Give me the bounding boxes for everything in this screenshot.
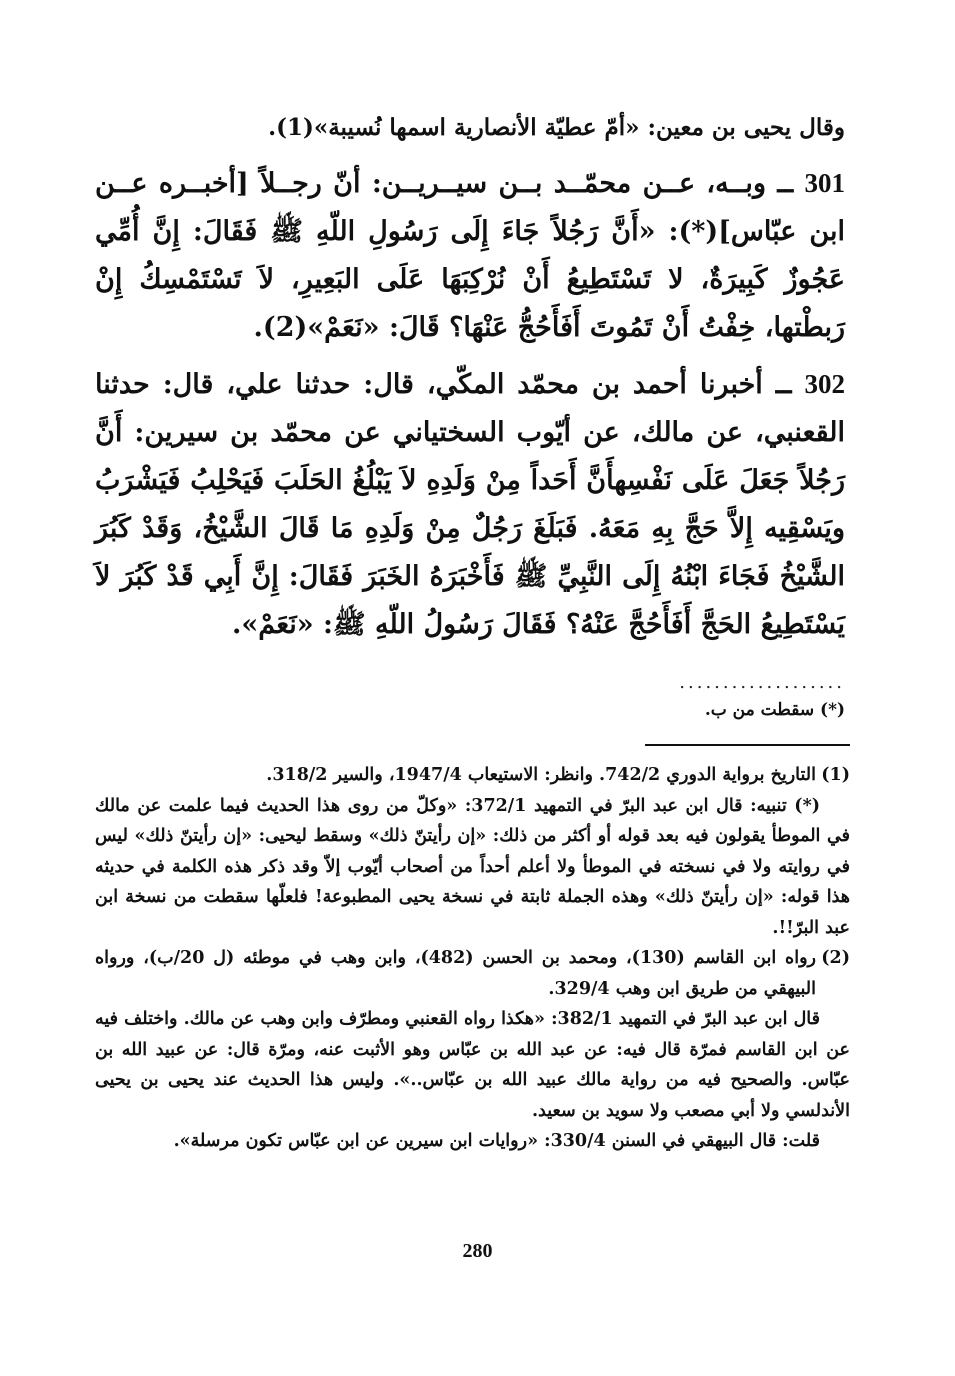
hadith-number-301: 301: [804, 168, 845, 198]
footnotes: [95, 760, 850, 1157]
opening-line: وقال يحيى بن معين: «أمّ عطيّة الأنصارية اسمها نُسيبة»(1).: [268, 114, 845, 141]
hadith-301-text: ــ وبــه، عــن محمّــد بــن سيــريــن: أنّ رجــلاً [أخبــره عــن ابن عبّاس](*): «أَنَّ رَجُلاً جَاءَ إِلَى رَسُولِ اللّهِ ﷺ فَقَالَ: إِنَّ أُمِّي عَجُوزٌ كَبِيرَةٌ، لا تَسْتَطِيعُ أَنْ نُرْكِبَهَا عَلَى البَعِيرِ، لاَ تَسْتَمْسِكُ إِنْ رَبطْتها، خِفْتُ أَنْ تَمُوتَ أَفَأَحُجُّ عَنْهَا؟ قَالَ: «نَعَمْ»(2).: [95, 168, 845, 343]
hadith-number-302: 302: [804, 369, 845, 399]
dotted-separator: ...................: [679, 672, 845, 693]
ibn-abd-al-barr-note: قال ابن عبد البرّ في التمهيد 382/1: «هكذا رواه القعنبي ومطرّف وابن وهب عن مالك. واختلف فيه عن ابن القاسم فمرّة قال فيه: عن عبد الله بن عبّاس وهو الأثبت عنه، ومرّة قال: عن عبيد الله بن عبّاس. والصحيح فيه من رواية مالك عبيد الله بن عبّاس..». وليس هذا الحديث عند يحيى بن يحيى الأندلسي ولا أبي مصعب ولا سويد بن سعيد.: [95, 1009, 850, 1121]
footnote-1-number: (1): [821, 765, 850, 785]
tanbih-note: (*) تنبيه: قال ابن عبد البرّ في التمهيد 372/1: «وكلّ من روى هذا الحديث فيما علمت عن مالك في الموطأ يقولون فيه بعد قوله أو أكثر من ذلك: «إن رأيتنّ ذلك» وسقط ليحيى: «إن رأيتنّ ذلك» ليس في روايته ولا في نسخته في الموطأ ولا أعلم أحداً من أصحاب أيّوب إلاّ وقد ذكر هذه الكلمة في حديثه هذا قوله: «إن رأيتنّ ذلك» وهذه الجملة ثابتة في نسخة يحيى المطبوعة! فلعلّها سقطت من نسخة ابن عبد البرّ!!.: [95, 795, 850, 938]
page-number: 280: [462, 1240, 493, 1262]
hadith-302: [95, 360, 845, 649]
footnote-1: [95, 760, 850, 791]
main-text: [95, 105, 845, 649]
star-note: (*) سقطت من ب.: [704, 700, 845, 720]
footnote-2-text: رواه ابن القاسم (130)، ومحمد بن الحسن (482)، وابن وهب في موطئه (ل 20/ب)، ورواه البيهقي من طريق ابن وهب 329/4.: [95, 948, 816, 999]
hadith-302-text: ــ أخبرنا أحمد بن محمّد المكّي، قال: حدثنا علي، قال: حدثنا القعنبي، عن مالك، عن أيّوب السختياني عن محمّد بن سيرين: أَنَّ رَجُلاً جَعَلَ عَلَى نَفْسِهأَنَّ أَحَداً مِنْ وَلَدِهِ لاَ يَبْلُغُ الحَلَبَ فَيَحْلِبُ فَيَشْرَبُ ويَسْقِيه إِلاَّ حَجَّ بِهِ مَعَهُ. فَبَلَغَ رَجُلٌ مِنْ وَلَدِهِ مَا قَالَ الشَّيْخُ، وَقَدْ كَبُرَ الشَّيْخُ فَجَاءَ ابْنُهُ إِلَى النَّبِيِّ ﷺ فَأَخْبَرَهُ الخَبَرَ فَقَالَ: إِنَّ أَبِي قَدْ كَبُرَ لاَ يَسْتَطِيعُ الحَجَّ أَفَأَحُجَّ عَنْهُ؟ فَقَالَ رَسُولُ اللّهِ ﷺ: «نَعَمْ».: [95, 369, 845, 640]
qultu-note: قلت: قال البيهقي في السنن 330/4: «روايات ابن سيرين عن ابن عبّاس تكون مرسلة».: [173, 1131, 820, 1151]
footnote-rule: [645, 744, 850, 746]
hadith-301: [95, 159, 845, 352]
footnote-1-text: التاريخ برواية الدوري 742/2. وانظر: الاستيعاب 1947/4، والسير 318/2.: [266, 765, 816, 785]
footnote-2-number: (2): [821, 948, 850, 968]
footnote-2: [95, 943, 850, 1004]
